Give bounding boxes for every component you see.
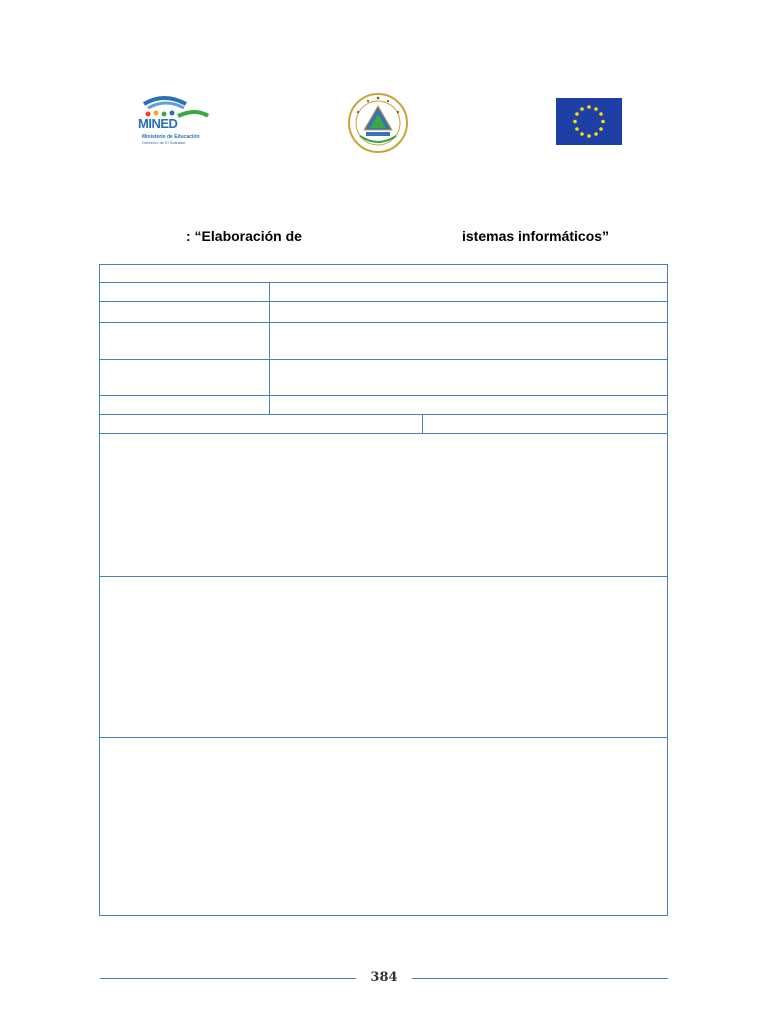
table-row-divider — [99, 301, 668, 302]
footer-rule-right — [412, 978, 668, 979]
eu-flag-icon — [556, 98, 622, 145]
header-logos — [0, 88, 768, 160]
el-salvador-seal-icon — [346, 90, 410, 156]
table-row-divider — [99, 359, 668, 360]
table-row-divider — [99, 737, 668, 738]
title-part-2: istemas informáticos” — [462, 228, 610, 244]
table-row-divider — [99, 414, 668, 415]
mined-logo-subtitle-2: Gobierno de El Salvador — [142, 140, 186, 145]
table-row-divider — [99, 282, 668, 283]
table-row-divider — [99, 433, 668, 434]
mined-logo-subtitle: Ministerio de Educación — [142, 134, 200, 140]
page-number: 384 — [370, 970, 398, 985]
table-column-divider — [269, 282, 270, 414]
table-row-divider — [99, 576, 668, 577]
table-column-divider — [422, 414, 423, 433]
mined-logo-text: MINED — [138, 116, 178, 131]
mined-logo-icon — [138, 94, 210, 154]
document-title — [0, 228, 768, 248]
table-row-divider — [99, 322, 668, 323]
title-part-1: : “Elaboración de — [186, 228, 302, 244]
table-row-divider — [99, 395, 668, 396]
footer-rule-left — [100, 978, 356, 979]
form-table — [99, 264, 668, 916]
